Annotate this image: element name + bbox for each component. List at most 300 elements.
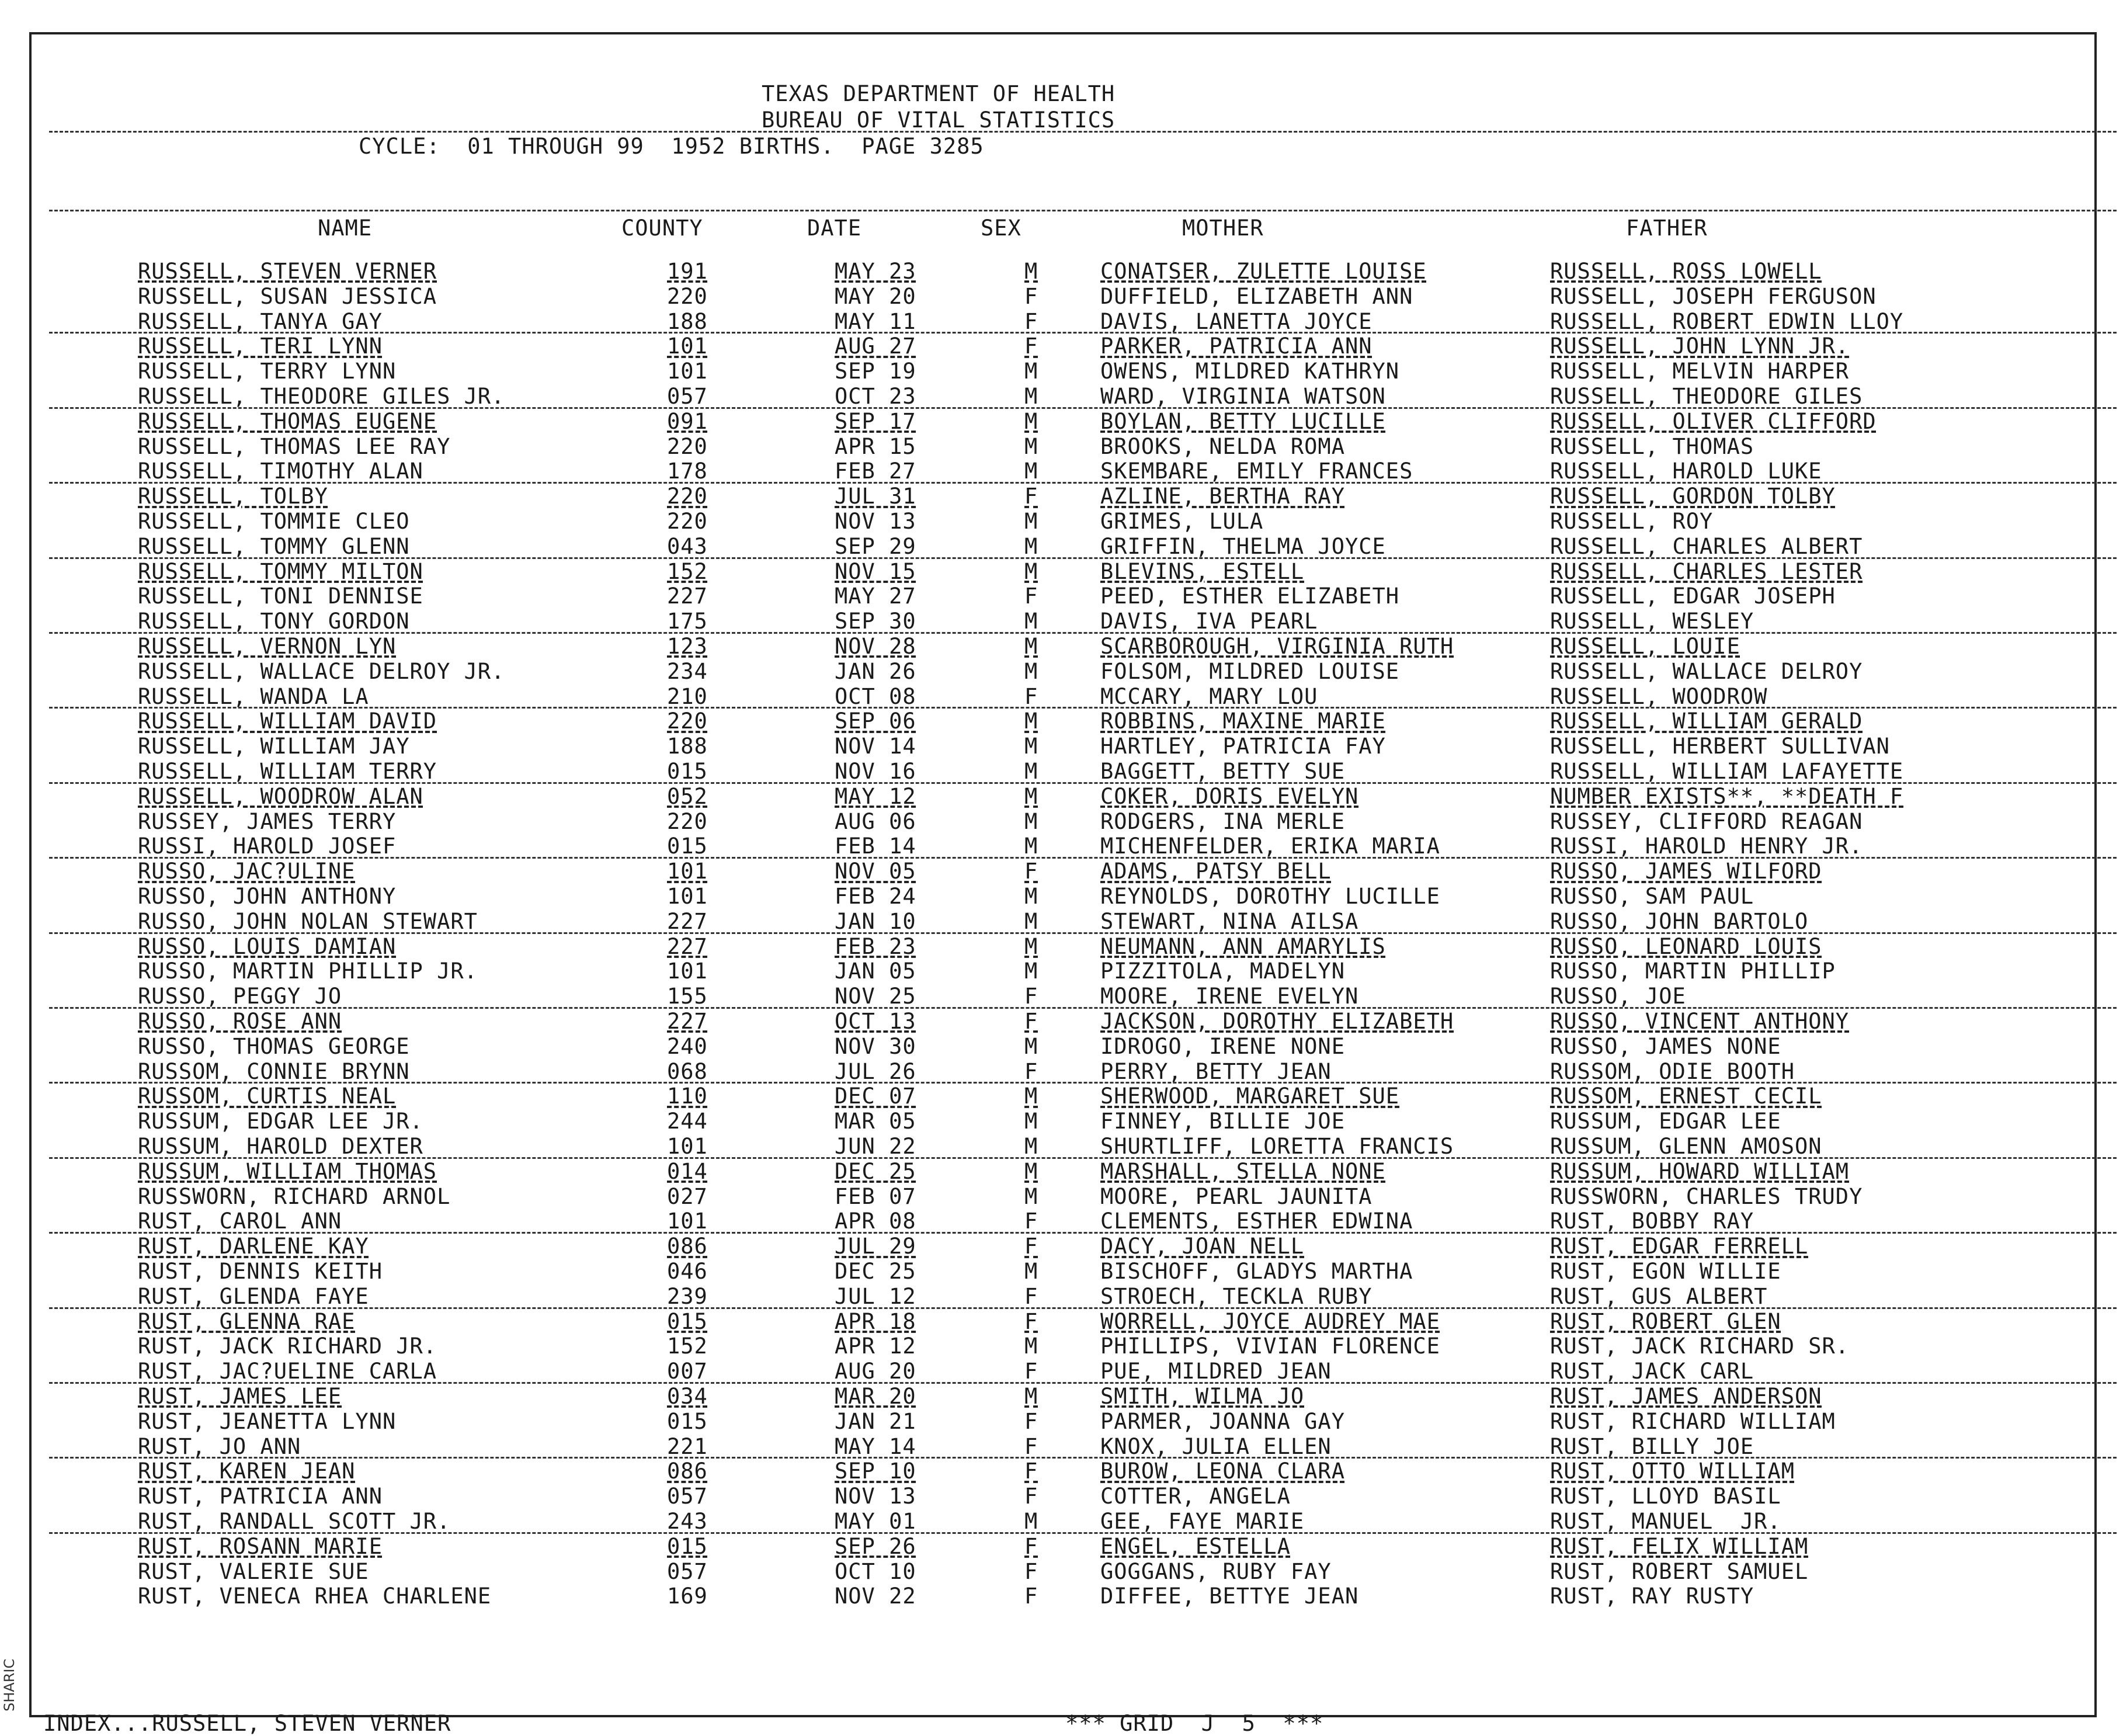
row-separator: [49, 407, 2117, 409]
cell-sex: M: [1024, 808, 1038, 834]
cell-mother: COKER, DORIS EVELYN: [1100, 783, 1359, 809]
cell-mother: COTTER, ANGELA: [1100, 1484, 1291, 1509]
cell-mother: DIFFEE, BETTYE JEAN: [1100, 1584, 1359, 1609]
cell-date: MAR 05: [835, 1109, 916, 1134]
cell-sex: F: [1024, 1484, 1038, 1509]
table-row: [32, 1185, 2094, 1209]
cell-date: DEC 25: [835, 1158, 916, 1184]
cell-father: RUST, BOBBY RAY: [1550, 1209, 1754, 1234]
cell-date: OCT 23: [835, 384, 916, 409]
cell-county: 057: [667, 1558, 708, 1584]
row-separator: [49, 782, 2117, 784]
cell-sex: F: [1024, 283, 1038, 309]
cell-sex: F: [1024, 1558, 1038, 1584]
cell-name: RUSSELL, THOMAS EUGENE: [138, 408, 437, 434]
cell-county: 046: [667, 1259, 708, 1284]
table-row: [32, 1534, 2094, 1559]
table-row: [32, 1259, 2094, 1284]
table-row: [32, 759, 2094, 784]
cell-name: RUSSUM, EDGAR LEE JR.: [138, 1109, 423, 1134]
cell-name: RUSSELL, TONY GORDON: [138, 609, 410, 634]
cell-county: 220: [667, 509, 708, 534]
cell-date: NOV 15: [835, 558, 916, 584]
cell-date: JUL 26: [835, 1058, 916, 1084]
cell-mother: BUROW, LEONA CLARA: [1100, 1459, 1345, 1484]
col-header-mother: MOTHER: [1182, 216, 1264, 241]
cell-date: NOV 28: [835, 634, 916, 659]
cell-name: RUSSELL, VERNON LYN: [138, 634, 397, 659]
cell-sex: M: [1024, 359, 1038, 384]
cell-date: NOV 05: [835, 859, 916, 884]
col-header-sex: SEX: [981, 216, 1021, 241]
row-separator: [49, 1457, 2117, 1459]
cell-county: 014: [667, 1158, 708, 1184]
cell-father: RUSSELL, CHARLES LESTER: [1550, 558, 1863, 584]
cell-county: 101: [667, 359, 708, 384]
table-row: [32, 1034, 2094, 1059]
cell-county: 227: [667, 933, 708, 959]
cell-father: RUSSO, MARTIN PHILLIP: [1550, 959, 1836, 984]
table-row: [32, 359, 2094, 384]
cell-sex: F: [1024, 484, 1038, 509]
table-row: [32, 1159, 2094, 1184]
cell-sex: M: [1024, 709, 1038, 734]
table-row: [32, 1435, 2094, 1459]
cell-county: 123: [667, 634, 708, 659]
cell-mother: FINNEY, BILLIE JOE: [1100, 1109, 1345, 1134]
cell-name: RUSSELL, TANYA GAY: [138, 308, 383, 334]
cell-county: 086: [667, 1459, 708, 1484]
cell-date: JAN 10: [835, 908, 916, 934]
row-separator: [49, 1532, 2117, 1534]
cell-county: 152: [667, 1334, 708, 1359]
cell-date: NOV 14: [835, 734, 916, 759]
cell-sex: M: [1024, 783, 1038, 809]
cell-county: 034: [667, 1384, 708, 1409]
cell-name: RUST, DARLENE KAY: [138, 1234, 369, 1259]
cell-mother: CLEMENTS, ESTHER EDWINA: [1100, 1209, 1413, 1234]
cell-date: SEP 17: [835, 408, 916, 434]
cell-county: 110: [667, 1084, 708, 1109]
cell-mother: BAGGETT, BETTY SUE: [1100, 759, 1345, 784]
cell-sex: M: [1024, 908, 1038, 934]
cell-mother: BLEVINS, ESTELL: [1100, 558, 1305, 584]
cell-county: 155: [667, 984, 708, 1009]
cell-county: 101: [667, 884, 708, 909]
cell-sex: M: [1024, 658, 1038, 684]
cell-date: NOV 13: [835, 1484, 916, 1509]
table-row: [32, 884, 2094, 909]
cell-father: RUSSELL, OLIVER CLIFFORD: [1550, 408, 1877, 434]
cell-father: RUSSELL, WOODROW: [1550, 683, 1768, 709]
cell-father: RUSSI, HAROLD HENRY JR.: [1550, 834, 1863, 859]
footer-index: INDEX...RUSSELL, STEVEN VERNER: [43, 1711, 451, 1736]
cell-date: FEB 24: [835, 884, 916, 909]
cell-name: RUSSO, JOHN NOLAN STEWART: [138, 908, 478, 934]
cell-date: MAY 23: [835, 259, 916, 284]
row-separator: [49, 1232, 2117, 1234]
cell-name: RUSSWORN, RICHARD ARNOL: [138, 1183, 451, 1209]
table-row: [32, 709, 2094, 734]
cell-name: RUSSELL, WILLIAM TERRY: [138, 759, 437, 784]
col-header-date: DATE: [807, 216, 862, 241]
cell-mother: PARMER, JOANNA GAY: [1100, 1408, 1345, 1434]
table-row: [32, 334, 2094, 359]
table-row: [32, 310, 2094, 334]
cell-name: RUST, ROSANN MARIE: [138, 1533, 383, 1559]
document-frame: [29, 32, 2097, 1736]
cell-sex: M: [1024, 558, 1038, 584]
cell-county: 101: [667, 1134, 708, 1159]
cell-sex: F: [1024, 1433, 1038, 1459]
table-row: [32, 959, 2094, 984]
cell-name: RUST, JACK RICHARD JR.: [138, 1334, 437, 1359]
cell-father: RUSSO, LEONARD LOUIS: [1550, 933, 1822, 959]
cell-name: RUSSELL, TIMOTHY ALAN: [138, 459, 423, 484]
cell-county: 175: [667, 609, 708, 634]
cell-mother: FOLSOM, MILDRED LOUISE: [1100, 658, 1400, 684]
cell-date: SEP 06: [835, 709, 916, 734]
cell-date: MAY 12: [835, 783, 916, 809]
column-rule: [49, 210, 2117, 211]
cell-county: 240: [667, 1033, 708, 1059]
cell-date: FEB 14: [835, 834, 916, 859]
cell-date: AUG 27: [835, 334, 916, 359]
cell-sex: M: [1024, 459, 1038, 484]
cell-father: RUST, ROBERT GLEN: [1550, 1308, 1781, 1334]
cell-county: 220: [667, 808, 708, 834]
col-header-father: FATHER: [1626, 216, 1708, 241]
cell-name: RUSSELL, WOODROW ALAN: [138, 783, 423, 809]
cell-sex: F: [1024, 1359, 1038, 1384]
cell-date: NOV 30: [835, 1033, 916, 1059]
table-row: [32, 834, 2094, 859]
table-row: [32, 1084, 2094, 1109]
cell-date: OCT 08: [835, 683, 916, 709]
cell-county: 015: [667, 1408, 708, 1434]
table-row: [32, 1060, 2094, 1084]
cell-father: RUSSELL, EDGAR JOSEPH: [1550, 584, 1836, 609]
cell-date: OCT 13: [835, 1009, 916, 1034]
cell-mother: ROBBINS, MAXINE MARIE: [1100, 709, 1386, 734]
cell-mother: CONATSER, ZULETTE LOUISE: [1100, 259, 1427, 284]
cell-father: RUST, FELIX WILLIAM: [1550, 1533, 1809, 1559]
cell-sex: M: [1024, 1158, 1038, 1184]
cell-date: NOV 13: [835, 509, 916, 534]
cell-mother: PERRY, BETTY JEAN: [1100, 1058, 1332, 1084]
cell-county: 188: [667, 308, 708, 334]
cell-father: RUSSWORN, CHARLES TRUDY: [1550, 1183, 1863, 1209]
cell-father: RUST, JACK CARL: [1550, 1359, 1754, 1384]
row-separator: [49, 332, 2117, 334]
cell-name: RUST, JO ANN: [138, 1433, 301, 1459]
cell-mother: MARSHALL, STELLA NONE: [1100, 1158, 1386, 1184]
cell-county: 227: [667, 584, 708, 609]
cell-name: RUST, GLENDA FAYE: [138, 1283, 369, 1309]
cell-name: RUSSI, HAROLD JOSEF: [138, 834, 397, 859]
footer-grid: *** GRID J 5 ***: [1065, 1711, 1324, 1736]
cell-county: 239: [667, 1283, 708, 1309]
cell-name: RUST, DENNIS KEITH: [138, 1259, 383, 1284]
cell-mother: SCARBOROUGH, VIRGINIA RUTH: [1100, 634, 1454, 659]
cell-date: FEB 07: [835, 1183, 916, 1209]
cell-sex: M: [1024, 1384, 1038, 1409]
cell-name: RUSSO, LOUIS DAMIAN: [138, 933, 397, 959]
cell-father: RUSSO, VINCENT ANTHONY: [1550, 1009, 1850, 1034]
cell-father: RUSSO, JAMES NONE: [1550, 1033, 1781, 1059]
cell-sex: M: [1024, 933, 1038, 959]
table-row: [32, 810, 2094, 834]
cell-county: 101: [667, 959, 708, 984]
cell-father: RUST, EGON WILLIE: [1550, 1259, 1781, 1284]
row-separator: [49, 707, 2117, 709]
cell-sex: M: [1024, 1109, 1038, 1134]
table-row: [32, 509, 2094, 534]
cell-date: SEP 10: [835, 1459, 916, 1484]
cell-father: RUST, EDGAR FERRELL: [1550, 1234, 1809, 1259]
cell-name: RUSSELL, TERRY LYNN: [138, 359, 397, 384]
cell-mother: DACY, JOAN NELL: [1100, 1234, 1305, 1259]
cell-father: RUSSELL, JOSEPH FERGUSON: [1550, 283, 1877, 309]
cell-name: RUST, GLENNA RAE: [138, 1308, 356, 1334]
cell-county: 086: [667, 1234, 708, 1259]
cell-sex: M: [1024, 259, 1038, 284]
cell-father: RUSSEY, CLIFFORD REAGAN: [1550, 808, 1863, 834]
cell-sex: F: [1024, 1283, 1038, 1309]
cell-mother: PEED, ESTHER ELIZABETH: [1100, 584, 1400, 609]
table-row: [32, 1009, 2094, 1034]
row-separator: [49, 1082, 2117, 1084]
cell-sex: M: [1024, 1134, 1038, 1159]
cell-name: RUSSUM, HAROLD DEXTER: [138, 1134, 423, 1159]
cell-name: RUSSO, THOMAS GEORGE: [138, 1033, 410, 1059]
row-separator: [49, 482, 2117, 484]
cell-county: 191: [667, 259, 708, 284]
cell-date: MAY 11: [835, 308, 916, 334]
cell-father: RUSSELL, ROY: [1550, 509, 1714, 534]
cell-father: RUSSOM, ODIE BOOTH: [1550, 1058, 1795, 1084]
cell-county: 015: [667, 759, 708, 784]
cell-name: RUST, VALERIE SUE: [138, 1558, 369, 1584]
cell-mother: NEUMANN, ANN AMARYLIS: [1100, 933, 1386, 959]
cell-sex: F: [1024, 1308, 1038, 1334]
cell-mother: PARKER, PATRICIA ANN: [1100, 334, 1373, 359]
cell-name: RUSSELL, STEVEN VERNER: [138, 259, 437, 284]
table-row: [32, 484, 2094, 509]
cell-father: RUSSELL, HERBERT SULLIVAN: [1550, 734, 1890, 759]
cell-county: 188: [667, 734, 708, 759]
cell-father: RUST, RAY RUSTY: [1550, 1584, 1754, 1609]
cell-name: RUSSELL, TOMMY MILTON: [138, 558, 423, 584]
cell-county: 015: [667, 1533, 708, 1559]
cell-county: 227: [667, 908, 708, 934]
cell-father: RUSSO, JOHN BARTOLO: [1550, 908, 1809, 934]
cell-father: RUSSO, JOE: [1550, 984, 1686, 1009]
table-row: [32, 459, 2094, 484]
cell-name: RUSSO, PEGGY JO: [138, 984, 342, 1009]
cell-father: RUSSO, JAMES WILFORD: [1550, 859, 1822, 884]
cell-county: 227: [667, 1009, 708, 1034]
cell-sex: M: [1024, 634, 1038, 659]
table-row: [32, 384, 2094, 409]
table-row: [32, 409, 2094, 434]
cell-name: RUST, RANDALL SCOTT JR.: [138, 1509, 451, 1534]
cell-county: 101: [667, 1209, 708, 1234]
cell-sex: M: [1024, 759, 1038, 784]
cell-county: 210: [667, 683, 708, 709]
cell-sex: M: [1024, 408, 1038, 434]
cell-date: FEB 23: [835, 933, 916, 959]
cell-date: APR 08: [835, 1209, 916, 1234]
cell-mother: KNOX, JULIA ELLEN: [1100, 1433, 1332, 1459]
cell-father: RUSSELL, WALLACE DELROY: [1550, 658, 1863, 684]
row-separator: [49, 557, 2117, 559]
cell-mother: MCCARY, MARY LOU: [1100, 683, 1318, 709]
cell-mother: OWENS, MILDRED KATHRYN: [1100, 359, 1400, 384]
cell-sex: M: [1024, 509, 1038, 534]
cell-father: RUSSOM, ERNEST CECIL: [1550, 1084, 1822, 1109]
cell-county: 091: [667, 408, 708, 434]
cell-date: FEB 27: [835, 459, 916, 484]
cell-father: RUSSELL, WESLEY: [1550, 609, 1754, 634]
table-row: [32, 1134, 2094, 1159]
cell-county: 169: [667, 1584, 708, 1609]
table-row: [32, 1584, 2094, 1609]
cell-date: OCT 10: [835, 1558, 916, 1584]
table-row: [32, 1334, 2094, 1359]
cell-date: DEC 25: [835, 1259, 916, 1284]
cell-sex: M: [1024, 834, 1038, 859]
header-line2: BUREAU OF VITAL STATISTICS: [762, 107, 1116, 133]
cell-name: RUSSELL, WILLIAM DAVID: [138, 709, 437, 734]
cell-mother: DAVIS, IVA PEARL: [1100, 609, 1318, 634]
cell-father: RUSSUM, EDGAR LEE: [1550, 1109, 1781, 1134]
cell-date: MAR 20: [835, 1384, 916, 1409]
table-row: [32, 560, 2094, 584]
cell-name: RUST, VENECA RHEA CHARLENE: [138, 1584, 492, 1609]
cell-father: RUSSELL, MELVIN HARPER: [1550, 359, 1850, 384]
cell-mother: SHURTLIFF, LORETTA FRANCIS: [1100, 1134, 1454, 1159]
cell-county: 244: [667, 1109, 708, 1134]
cell-date: AUG 20: [835, 1359, 916, 1384]
cell-mother: WORRELL, JOYCE AUDREY MAE: [1100, 1308, 1440, 1334]
cell-mother: JACKSON, DOROTHY ELIZABETH: [1100, 1009, 1454, 1034]
cell-sex: M: [1024, 533, 1038, 559]
cell-date: AUG 06: [835, 808, 916, 834]
table-row: [32, 659, 2094, 684]
cell-father: RUST, LLOYD BASIL: [1550, 1484, 1781, 1509]
cell-county: 101: [667, 859, 708, 884]
cell-sex: M: [1024, 1183, 1038, 1209]
cell-father: RUSSELL, CHARLES ALBERT: [1550, 533, 1863, 559]
row-separator: [49, 632, 2117, 634]
cell-father: RUSSELL, ROBERT EDWIN LLOY: [1550, 308, 1904, 334]
cell-mother: GOGGANS, RUBY FAY: [1100, 1558, 1332, 1584]
table-row: [32, 685, 2094, 709]
cell-sex: F: [1024, 1459, 1038, 1484]
cell-county: 243: [667, 1509, 708, 1534]
cell-sex: F: [1024, 683, 1038, 709]
cell-name: RUSSO, JOHN ANTHONY: [138, 884, 397, 909]
cell-father: RUSSELL, ROSS LOWELL: [1550, 259, 1822, 284]
cell-name: RUST, JAMES LEE: [138, 1384, 342, 1409]
cell-sex: F: [1024, 984, 1038, 1009]
cell-date: APR 12: [835, 1334, 916, 1359]
cell-name: RUSSUM, WILLIAM THOMAS: [138, 1158, 437, 1184]
cell-father: RUSSELL, THOMAS: [1550, 433, 1754, 459]
table-row: [32, 984, 2094, 1009]
cell-sex: F: [1024, 1209, 1038, 1234]
cell-mother: RODGERS, INA MERLE: [1100, 808, 1345, 834]
cell-name: RUSSELL, TOMMIE CLEO: [138, 509, 410, 534]
cell-sex: M: [1024, 1033, 1038, 1059]
cell-father: RUSSELL, WILLIAM GERALD: [1550, 709, 1863, 734]
cell-date: DEC 07: [835, 1084, 916, 1109]
cell-county: 052: [667, 783, 708, 809]
cell-sex: M: [1024, 384, 1038, 409]
cell-father: RUSSELL, JOHN LYNN JR.: [1550, 334, 1850, 359]
table-row: [32, 1384, 2094, 1409]
table-row: [32, 1509, 2094, 1534]
cell-county: 220: [667, 433, 708, 459]
cell-name: RUST, CAROL ANN: [138, 1209, 342, 1234]
cell-county: 068: [667, 1058, 708, 1084]
cell-mother: STEWART, NINA AILSA: [1100, 908, 1359, 934]
cell-date: MAY 14: [835, 1433, 916, 1459]
cell-sex: F: [1024, 334, 1038, 359]
cell-date: APR 15: [835, 433, 916, 459]
cell-date: MAY 01: [835, 1509, 916, 1534]
cell-mother: GEE, FAYE MARIE: [1100, 1509, 1305, 1534]
table-row: [32, 859, 2094, 884]
header-line1: TEXAS DEPARTMENT OF HEALTH: [762, 81, 1116, 106]
cell-father: RUST, GUS ALBERT: [1550, 1283, 1768, 1309]
cell-mother: BOYLAN, BETTY LUCILLE: [1100, 408, 1386, 434]
cell-father: RUSSELL, GORDON TOLBY: [1550, 484, 1836, 509]
cell-sex: M: [1024, 959, 1038, 984]
cell-name: RUSSELL, WALLACE DELROY JR.: [138, 658, 505, 684]
cell-mother: SKEMBARE, EMILY FRANCES: [1100, 459, 1413, 484]
cell-county: 057: [667, 1484, 708, 1509]
cell-father: RUSSELL, WILLIAM LAFAYETTE: [1550, 759, 1904, 784]
cell-date: APR 18: [835, 1308, 916, 1334]
cell-date: JUN 22: [835, 1134, 916, 1159]
row-separator: [49, 1382, 2117, 1384]
table-row: [32, 584, 2094, 609]
cell-mother: ENGEL, ESTELLA: [1100, 1533, 1291, 1559]
cell-mother: MOORE, IRENE EVELYN: [1100, 984, 1359, 1009]
cell-name: RUSSELL, TONI DENNISE: [138, 584, 423, 609]
cell-mother: HARTLEY, PATRICIA FAY: [1100, 734, 1386, 759]
cell-county: 007: [667, 1359, 708, 1384]
table-row: [32, 1560, 2094, 1584]
table-row: [32, 259, 2094, 284]
cell-name: RUSSO, ROSE ANN: [138, 1009, 342, 1034]
cell-name: RUSSO, MARTIN PHILLIP JR.: [138, 959, 478, 984]
cell-county: 234: [667, 658, 708, 684]
cell-county: 015: [667, 834, 708, 859]
table-row: [32, 1359, 2094, 1384]
cell-sex: F: [1024, 859, 1038, 884]
cell-date: NOV 22: [835, 1584, 916, 1609]
cell-mother: DUFFIELD, ELIZABETH ANN: [1100, 283, 1413, 309]
cell-date: MAY 20: [835, 283, 916, 309]
cell-father: RUST, OTTO WILLIAM: [1550, 1459, 1795, 1484]
cell-mother: BISCHOFF, GLADYS MARTHA: [1100, 1259, 1413, 1284]
cell-sex: M: [1024, 884, 1038, 909]
cell-mother: PIZZITOLA, MADELYN: [1100, 959, 1345, 984]
cell-mother: DAVIS, LANETTA JOYCE: [1100, 308, 1373, 334]
